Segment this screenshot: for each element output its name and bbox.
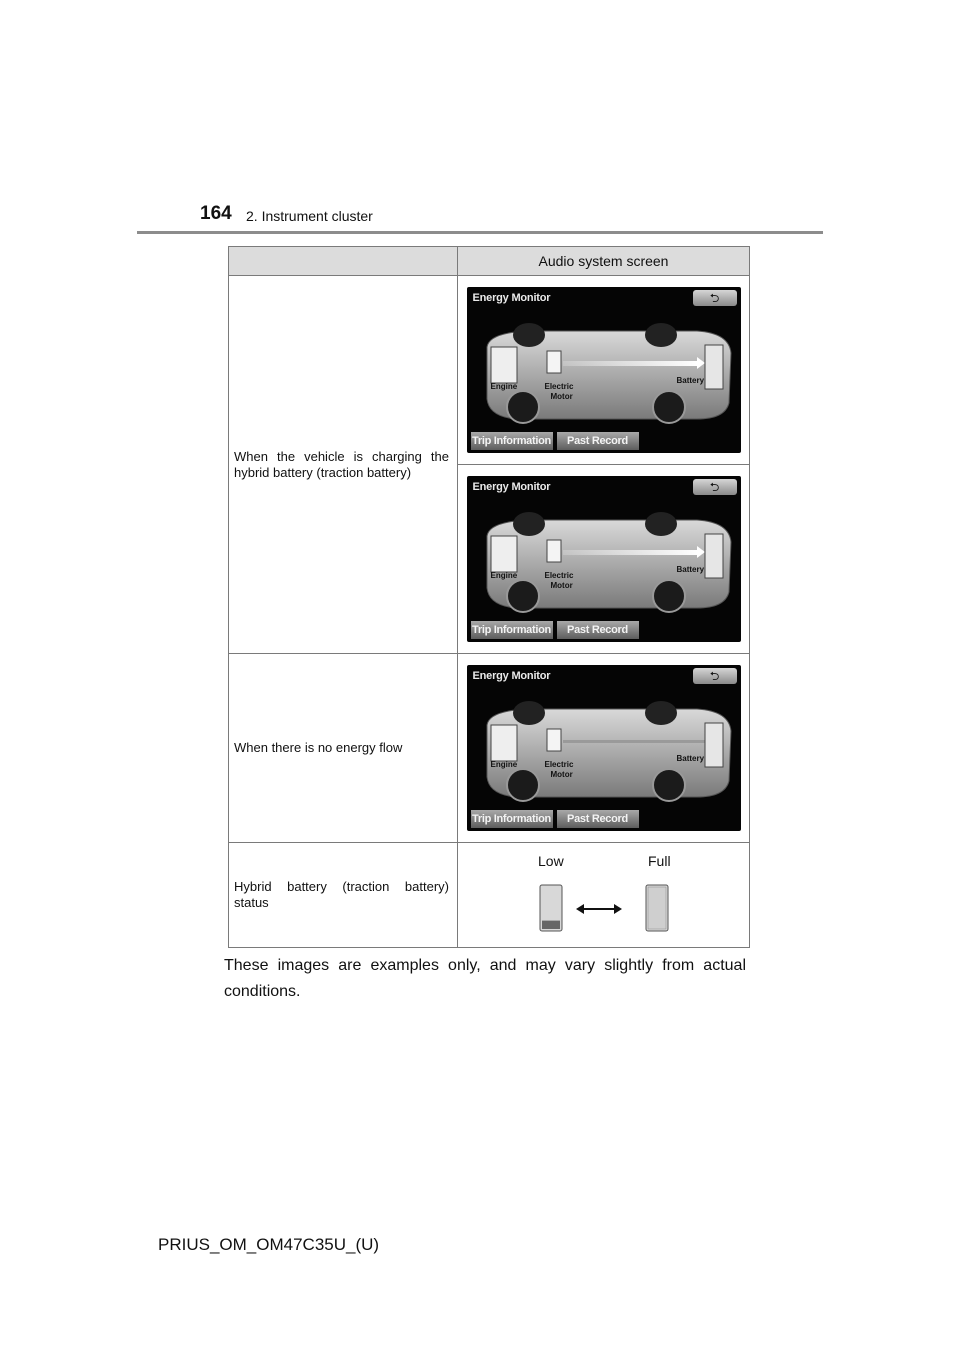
battery-full-label: Full [648,853,671,869]
electric-label: Electric [544,382,574,391]
screen-cell [458,654,750,843]
wheel-rear-right [653,769,685,801]
past-record-button[interactable]: Past Record [557,621,639,639]
trip-information-button[interactable]: Trip Information [471,432,553,450]
motor-unit [547,540,561,562]
motor-label: Motor [550,770,573,779]
back-arrow-icon[interactable]: ⮌ [693,668,737,684]
screen-title: Energy Monitor [472,670,551,682]
table-row [229,654,750,843]
wheel-front-right [507,769,539,801]
trip-information-button[interactable]: Trip Information [471,810,553,828]
engine-label: Engine [490,382,518,391]
note-text: These images are examples only, and may vary slightly from actual conditions. [224,957,746,1000]
idle-bar [563,740,705,743]
battery-label: Battery [676,376,705,385]
wheel-front-left [513,701,545,725]
engine-label: Engine [490,571,518,580]
electric-label: Electric [544,760,574,769]
screen-cell [458,276,750,465]
table-header-row [229,247,750,276]
table-header-blank [229,247,458,276]
battery-label: Battery [676,754,705,763]
motor-unit [547,729,561,751]
double-arrow-icon [576,904,622,914]
past-record-button[interactable]: Past Record [557,810,639,828]
energy-monitor-table [228,246,750,948]
wheel-rear-right [653,391,685,423]
page-number: 164 [200,203,232,224]
wheel-front-left [513,512,545,536]
back-arrow-icon[interactable]: ⮌ [693,290,737,306]
battery-label: Battery [676,565,705,574]
wheel-rear-left [645,701,677,725]
battery-status [458,843,749,947]
engine-label: Engine [490,760,518,769]
battery-pack [705,534,723,578]
wheel-rear-left [645,512,677,536]
battery-pack [705,345,723,389]
flow-bar [563,361,697,366]
past-record-button[interactable]: Past Record [557,432,639,450]
screen-title: Energy Monitor [472,481,551,493]
battery-pack [705,723,723,767]
header-rule [137,231,823,234]
car-diagram [467,685,741,809]
car-diagram [467,307,741,431]
table-row [229,276,750,465]
car-diagram [467,496,741,620]
table-row [229,843,750,948]
section-title: 2. Instrument cluster [246,208,373,224]
engine-block [491,725,517,761]
flow-bar [563,550,697,555]
motor-label: Motor [550,392,573,401]
engine-block [491,536,517,572]
trip-information-button[interactable]: Trip Information [471,621,553,639]
battery-status-graphic [458,843,748,947]
back-arrow-icon[interactable]: ⮌ [693,479,737,495]
motor-unit [547,351,561,373]
footer-code: PRIUS_OM_OM47C35U_(U) [158,1235,380,1254]
electric-label: Electric [544,571,574,580]
motor-label: Motor [550,581,573,590]
energy-monitor-screen [467,665,741,831]
battery-full-fill [648,887,666,929]
wheel-rear-right [653,580,685,612]
row-description: When there is no energy flow [229,654,458,843]
battery-status-cell [458,843,750,948]
row-description: When the vehicle is charging the hybrid battery (traction battery) [229,276,458,654]
screen-cell [458,465,750,654]
battery-low-fill [542,921,560,929]
wheel-front-right [507,580,539,612]
wheel-rear-left [645,323,677,347]
energy-monitor-screen [467,476,741,642]
energy-monitor-screen [467,287,741,453]
wheel-front-right [507,391,539,423]
row-description: Hybrid battery (traction battery) status [229,843,458,948]
wheel-front-left [513,323,545,347]
table-header-audio: Audio system screen [458,247,750,276]
screen-title: Energy Monitor [472,292,551,304]
engine-block [491,347,517,383]
battery-low-label: Low [538,853,564,869]
